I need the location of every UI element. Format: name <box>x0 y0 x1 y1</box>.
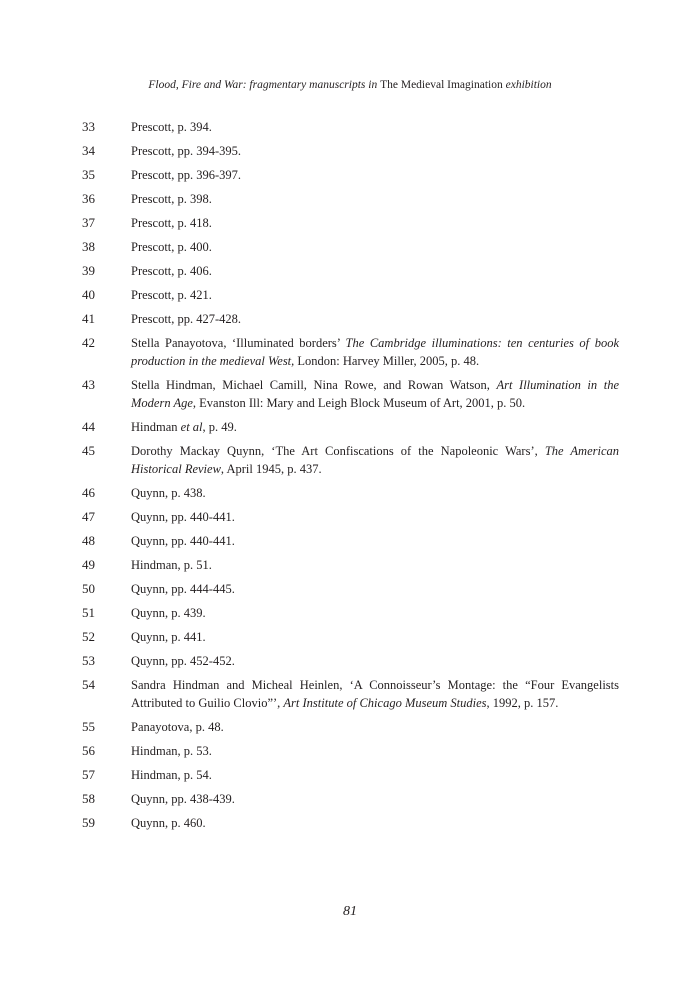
endnote-segment: , 1992, p. 157. <box>486 696 559 710</box>
endnote <box>0 310 700 328</box>
endnote-text <box>131 676 619 712</box>
endnote-segment: Prescott, p. 398. <box>131 192 212 206</box>
endnote <box>0 334 700 370</box>
endnote <box>0 742 700 760</box>
endnote-italic-segment: Art Institute of Chicago Museum Studies <box>283 696 487 710</box>
endnote-segment: , Evanston Ill: Mary and Leigh Block Museum of Art, 2001, p. 50. <box>192 396 526 410</box>
endnote-number: 48 <box>82 533 95 548</box>
endnote-number: 47 <box>82 509 95 524</box>
endnote-number: 41 <box>82 311 95 326</box>
endnote-number: 36 <box>82 191 95 206</box>
endnote-number: 35 <box>82 167 95 182</box>
endnote-segment: Prescott, p. 406. <box>131 264 212 278</box>
endnote <box>0 166 700 184</box>
endnote-text <box>131 790 619 808</box>
endnote-text <box>131 310 619 328</box>
endnote-text <box>131 262 619 280</box>
endnote-text <box>131 814 619 832</box>
endnote-text <box>131 118 619 136</box>
endnote-number: 50 <box>82 581 95 596</box>
endnote-italic-segment: The American Historical Review <box>131 444 620 476</box>
endnote-segment: Quynn, pp. 440-441. <box>131 510 235 524</box>
endnote-segment: Panayotova, p. 48. <box>131 720 224 734</box>
endnote <box>0 418 700 436</box>
endnote-segment: Quynn, pp. 452-452. <box>131 654 235 668</box>
endnote-text <box>131 532 619 550</box>
endnote-number: 42 <box>82 335 95 350</box>
endnote <box>0 376 700 412</box>
endnote-italic-segment: et al <box>180 420 203 434</box>
endnote-text <box>131 508 619 526</box>
endnote-number: 54 <box>82 677 95 692</box>
endnote-text <box>131 604 619 622</box>
endnote-number: 57 <box>82 767 95 782</box>
endnote-number: 46 <box>82 485 95 500</box>
endnote-segment: Quynn, p. 441. <box>131 630 206 644</box>
endnote <box>0 142 700 160</box>
endnote-text <box>131 238 619 256</box>
endnote-segment: London: Harvey Miller, 2005, p. 48. <box>294 354 480 368</box>
endnote-text <box>131 652 619 670</box>
endnote-number: 52 <box>82 629 95 644</box>
endnote-segment: , p. 49. <box>202 420 237 434</box>
endnote-number: 49 <box>82 557 95 572</box>
endnote-segment: Prescott, pp. 396-397. <box>131 168 242 182</box>
endnote-text <box>131 580 619 598</box>
endnote-text <box>131 718 619 736</box>
endnote <box>0 190 700 208</box>
endnote-number: 58 <box>82 791 95 806</box>
endnote-segment: Dorothy Mackay Quynn, ‘The Art Confiscations of the Napoleonic Wars’, <box>131 444 545 458</box>
endnote-number: 43 <box>82 377 95 392</box>
endnote-number: 37 <box>82 215 95 230</box>
endnote-number: 45 <box>82 443 95 458</box>
endnote <box>0 814 700 832</box>
endnote <box>0 556 700 574</box>
endnote <box>0 580 700 598</box>
endnote-number: 53 <box>82 653 95 668</box>
endnote <box>0 676 700 712</box>
endnote-number: 55 <box>82 719 95 734</box>
endnote-text <box>131 556 619 574</box>
endnote-number: 44 <box>82 419 95 434</box>
endnote-number: 34 <box>82 143 95 158</box>
endnote-segment: Quynn, p. 438. <box>131 486 206 500</box>
header-exhibition-name: The Medieval Imagination <box>380 79 503 91</box>
endnote-segment: Hindman, p. 53. <box>131 744 212 758</box>
endnote-segment: Stella Hindman, Michael Camill, Nina Rowe, and Rowan Watson, <box>131 378 497 392</box>
endnote-text <box>131 742 619 760</box>
endnote-segment: Hindman <box>131 420 181 434</box>
endnote <box>0 238 700 256</box>
endnote-text <box>131 214 619 232</box>
endnote-number: 33 <box>82 119 95 134</box>
header-title-part: Flood, Fire and War: fragmentary manuscripts in <box>148 79 381 91</box>
endnote <box>0 484 700 502</box>
endnote <box>0 790 700 808</box>
endnote-segment: Prescott, pp. 427-428. <box>131 312 242 326</box>
endnote-number: 51 <box>82 605 95 620</box>
endnote-number: 59 <box>82 815 95 830</box>
endnote-segment: Hindman, p. 54. <box>131 768 212 782</box>
endnote-segment: Quynn, pp. 438-439. <box>131 792 235 806</box>
endnote-segment: Prescott, pp. 394-395. <box>131 144 242 158</box>
endnote-text <box>131 442 619 478</box>
endnote-segment: Quynn, pp. 440-441. <box>131 534 235 548</box>
endnote-text <box>131 166 619 184</box>
endnote-number: 38 <box>82 239 95 254</box>
endnote <box>0 766 700 784</box>
endnote-segment: Quynn, p. 439. <box>131 606 206 620</box>
endnote-text <box>131 766 619 784</box>
endnote <box>0 262 700 280</box>
endnote-number: 40 <box>82 287 95 302</box>
endnote <box>0 286 700 304</box>
endnote-text <box>131 286 619 304</box>
endnote-segment: Prescott, p. 418. <box>131 216 212 230</box>
endnote <box>0 652 700 670</box>
endnote-segment: Sandra Hindman and Micheal Heinlen, ‘A Connoisseur’s Montage: the “Four Evangelists Attributed to Guilio Clovio”’, <box>131 678 619 710</box>
endnote-number: 56 <box>82 743 95 758</box>
endnote-segment: Stella Panayotova, ‘Illuminated borders’ <box>131 336 346 350</box>
endnote-text <box>131 142 619 160</box>
endnote <box>0 604 700 622</box>
endnote-segment: Prescott, p. 394. <box>131 120 212 134</box>
endnote-segment: Hindman, p. 51. <box>131 558 212 572</box>
endnote-segment: Quynn, pp. 444-445. <box>131 582 235 596</box>
endnote-text <box>131 418 619 436</box>
header-title-suffix: exhibition <box>502 79 552 91</box>
endnote-segment: Quynn, p. 460. <box>131 816 206 830</box>
endnote-italic-segment: Art Illumination in the Modern Age <box>131 378 619 410</box>
endnote <box>0 718 700 736</box>
endnote-italic-segment: The Cambridge illuminations: ten centuries of book production in the medieval West, <box>131 336 619 368</box>
endnote-segment: Prescott, p. 400. <box>131 240 212 254</box>
endnote <box>0 442 700 478</box>
endnote-segment: Prescott, p. 421. <box>131 288 212 302</box>
endnote <box>0 532 700 550</box>
endnote-text <box>131 628 619 646</box>
endnotes-list <box>0 118 700 838</box>
endnote-number: 39 <box>82 263 95 278</box>
endnote-text <box>131 484 619 502</box>
endnote <box>0 508 700 526</box>
running-header <box>0 77 700 93</box>
endnote-text <box>131 376 619 412</box>
page-number: 81 <box>343 904 357 919</box>
endnote-segment: , April 1945, p. 437. <box>220 462 322 476</box>
endnote <box>0 628 700 646</box>
endnote <box>0 214 700 232</box>
endnote-text <box>131 190 619 208</box>
endnote-text <box>131 334 619 370</box>
endnote <box>0 118 700 136</box>
